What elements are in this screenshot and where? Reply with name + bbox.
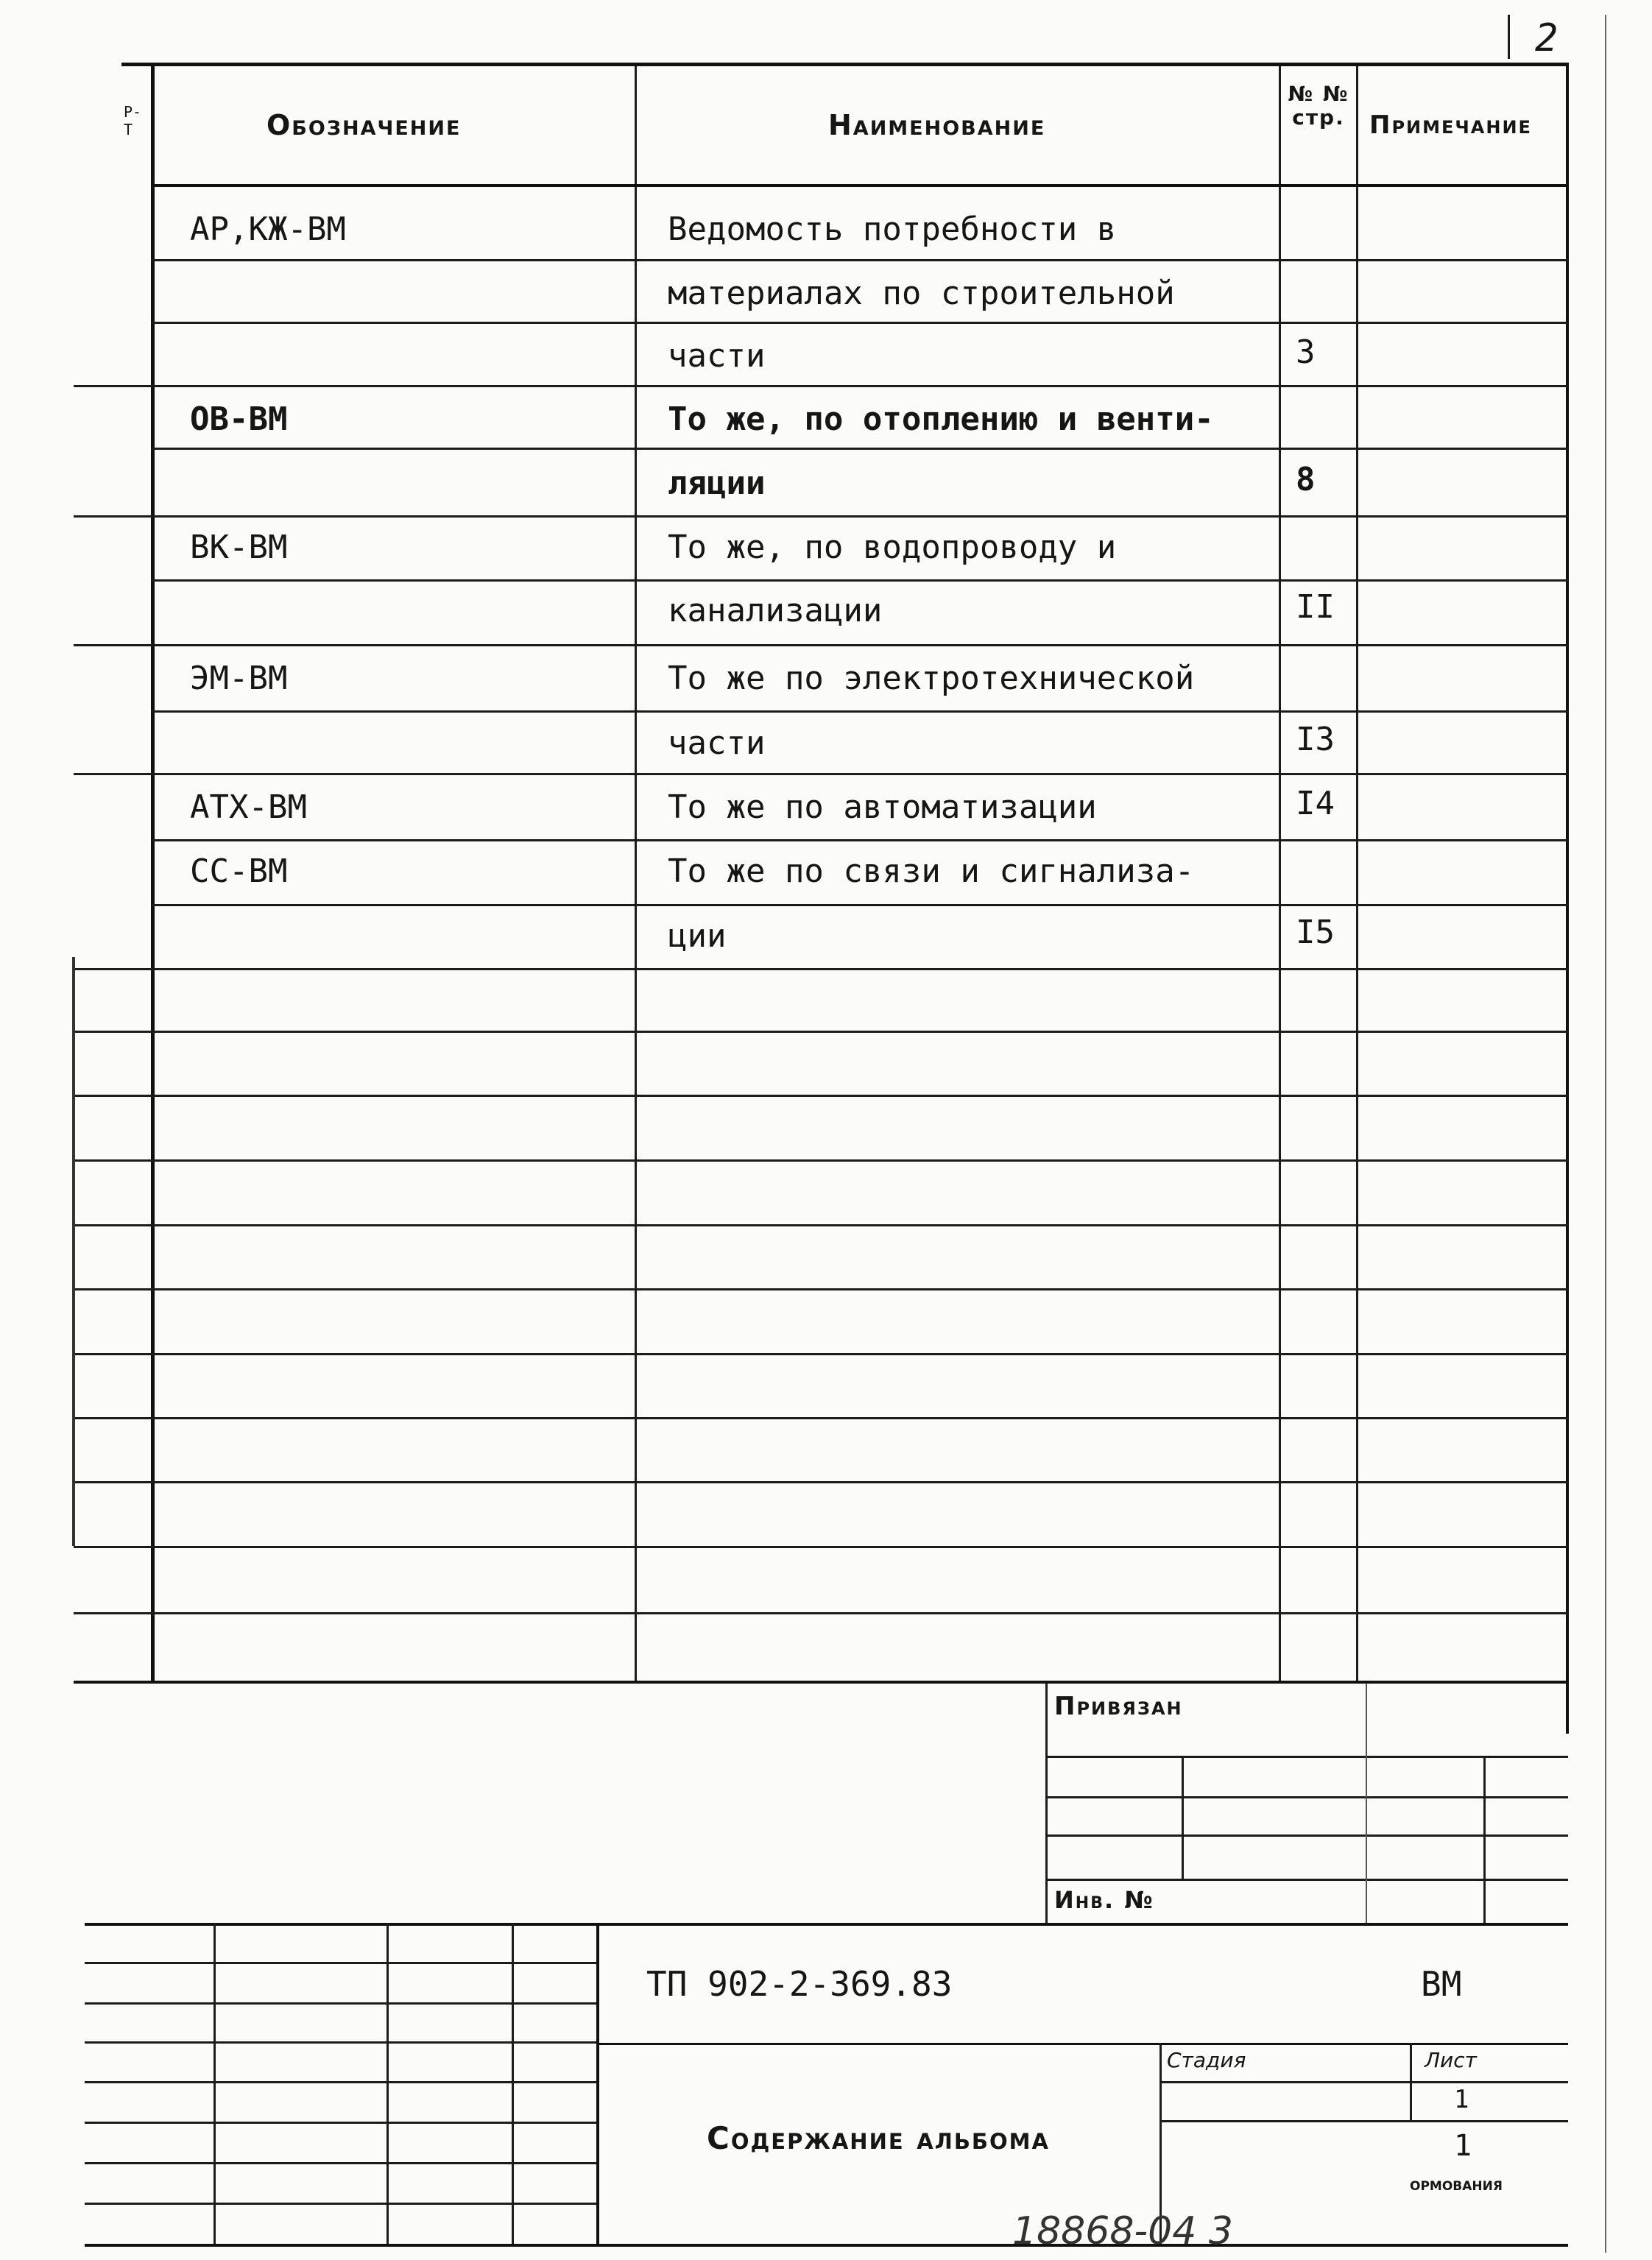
designation-cell: ОВ-ВМ xyxy=(190,400,288,438)
header-page-no: № № стр. xyxy=(1288,82,1349,130)
name-cell: То же по электротехнической xyxy=(668,660,1195,697)
archive-number: 18868-04 3 xyxy=(1012,2209,1233,2253)
page-cell: I5 xyxy=(1296,914,1335,951)
header-name: Наименование xyxy=(828,109,1046,141)
designation-cell: ВК-ВМ xyxy=(190,529,288,566)
name-cell: материалах по строительной xyxy=(668,275,1175,312)
edge-fragment: Р- Т xyxy=(124,103,142,138)
name-cell: канализации xyxy=(668,592,883,629)
sheet-value: 1 xyxy=(1454,2085,1469,2114)
name-cell: Ведомость потребности в xyxy=(668,211,1117,248)
name-cell: То же по автоматизации xyxy=(668,788,1097,826)
album-title: Содержание альбома xyxy=(707,2120,1050,2156)
name-cell: То же по связи и сигнализа- xyxy=(668,852,1195,890)
name-cell: То же, по водопроводу и xyxy=(668,529,1117,566)
name-cell: ляции xyxy=(668,465,766,502)
name-cell: части xyxy=(668,337,766,375)
attached-label: Привязан xyxy=(1054,1692,1183,1721)
header-designation: Обозначение xyxy=(266,109,462,141)
stage-label: Стадия xyxy=(1167,2048,1246,2072)
header-note: Примечание xyxy=(1369,110,1532,140)
name-cell: То же, по отоплению и венти- xyxy=(668,400,1214,438)
designation-cell: АТХ-ВМ xyxy=(190,788,307,826)
document-code: ТП 902-2-369.83 xyxy=(646,1964,953,2004)
page-number: 2 xyxy=(1535,16,1559,60)
document-mark: ВМ xyxy=(1421,1964,1462,2004)
designation-cell: АР,КЖ-ВМ xyxy=(190,211,346,248)
sheets-value: 1 xyxy=(1454,2129,1472,2163)
inv-number-label: Инв. № xyxy=(1054,1886,1154,1914)
page-cell: II xyxy=(1296,588,1335,626)
page-cell: 8 xyxy=(1296,461,1316,498)
page-cell: I3 xyxy=(1296,721,1335,758)
page-cell: I4 xyxy=(1296,785,1335,822)
name-cell: части xyxy=(668,724,766,762)
designation-cell: СС-ВМ xyxy=(190,852,288,890)
sheet-label: Лист xyxy=(1425,2048,1477,2072)
page-number-divider xyxy=(1508,15,1510,59)
organization-label: ормования xyxy=(1410,2174,1503,2194)
name-cell: ции xyxy=(668,917,727,955)
right-margin-line xyxy=(1605,15,1606,2253)
page-cell: 3 xyxy=(1296,333,1316,371)
designation-cell: ЭМ-ВМ xyxy=(190,660,288,697)
